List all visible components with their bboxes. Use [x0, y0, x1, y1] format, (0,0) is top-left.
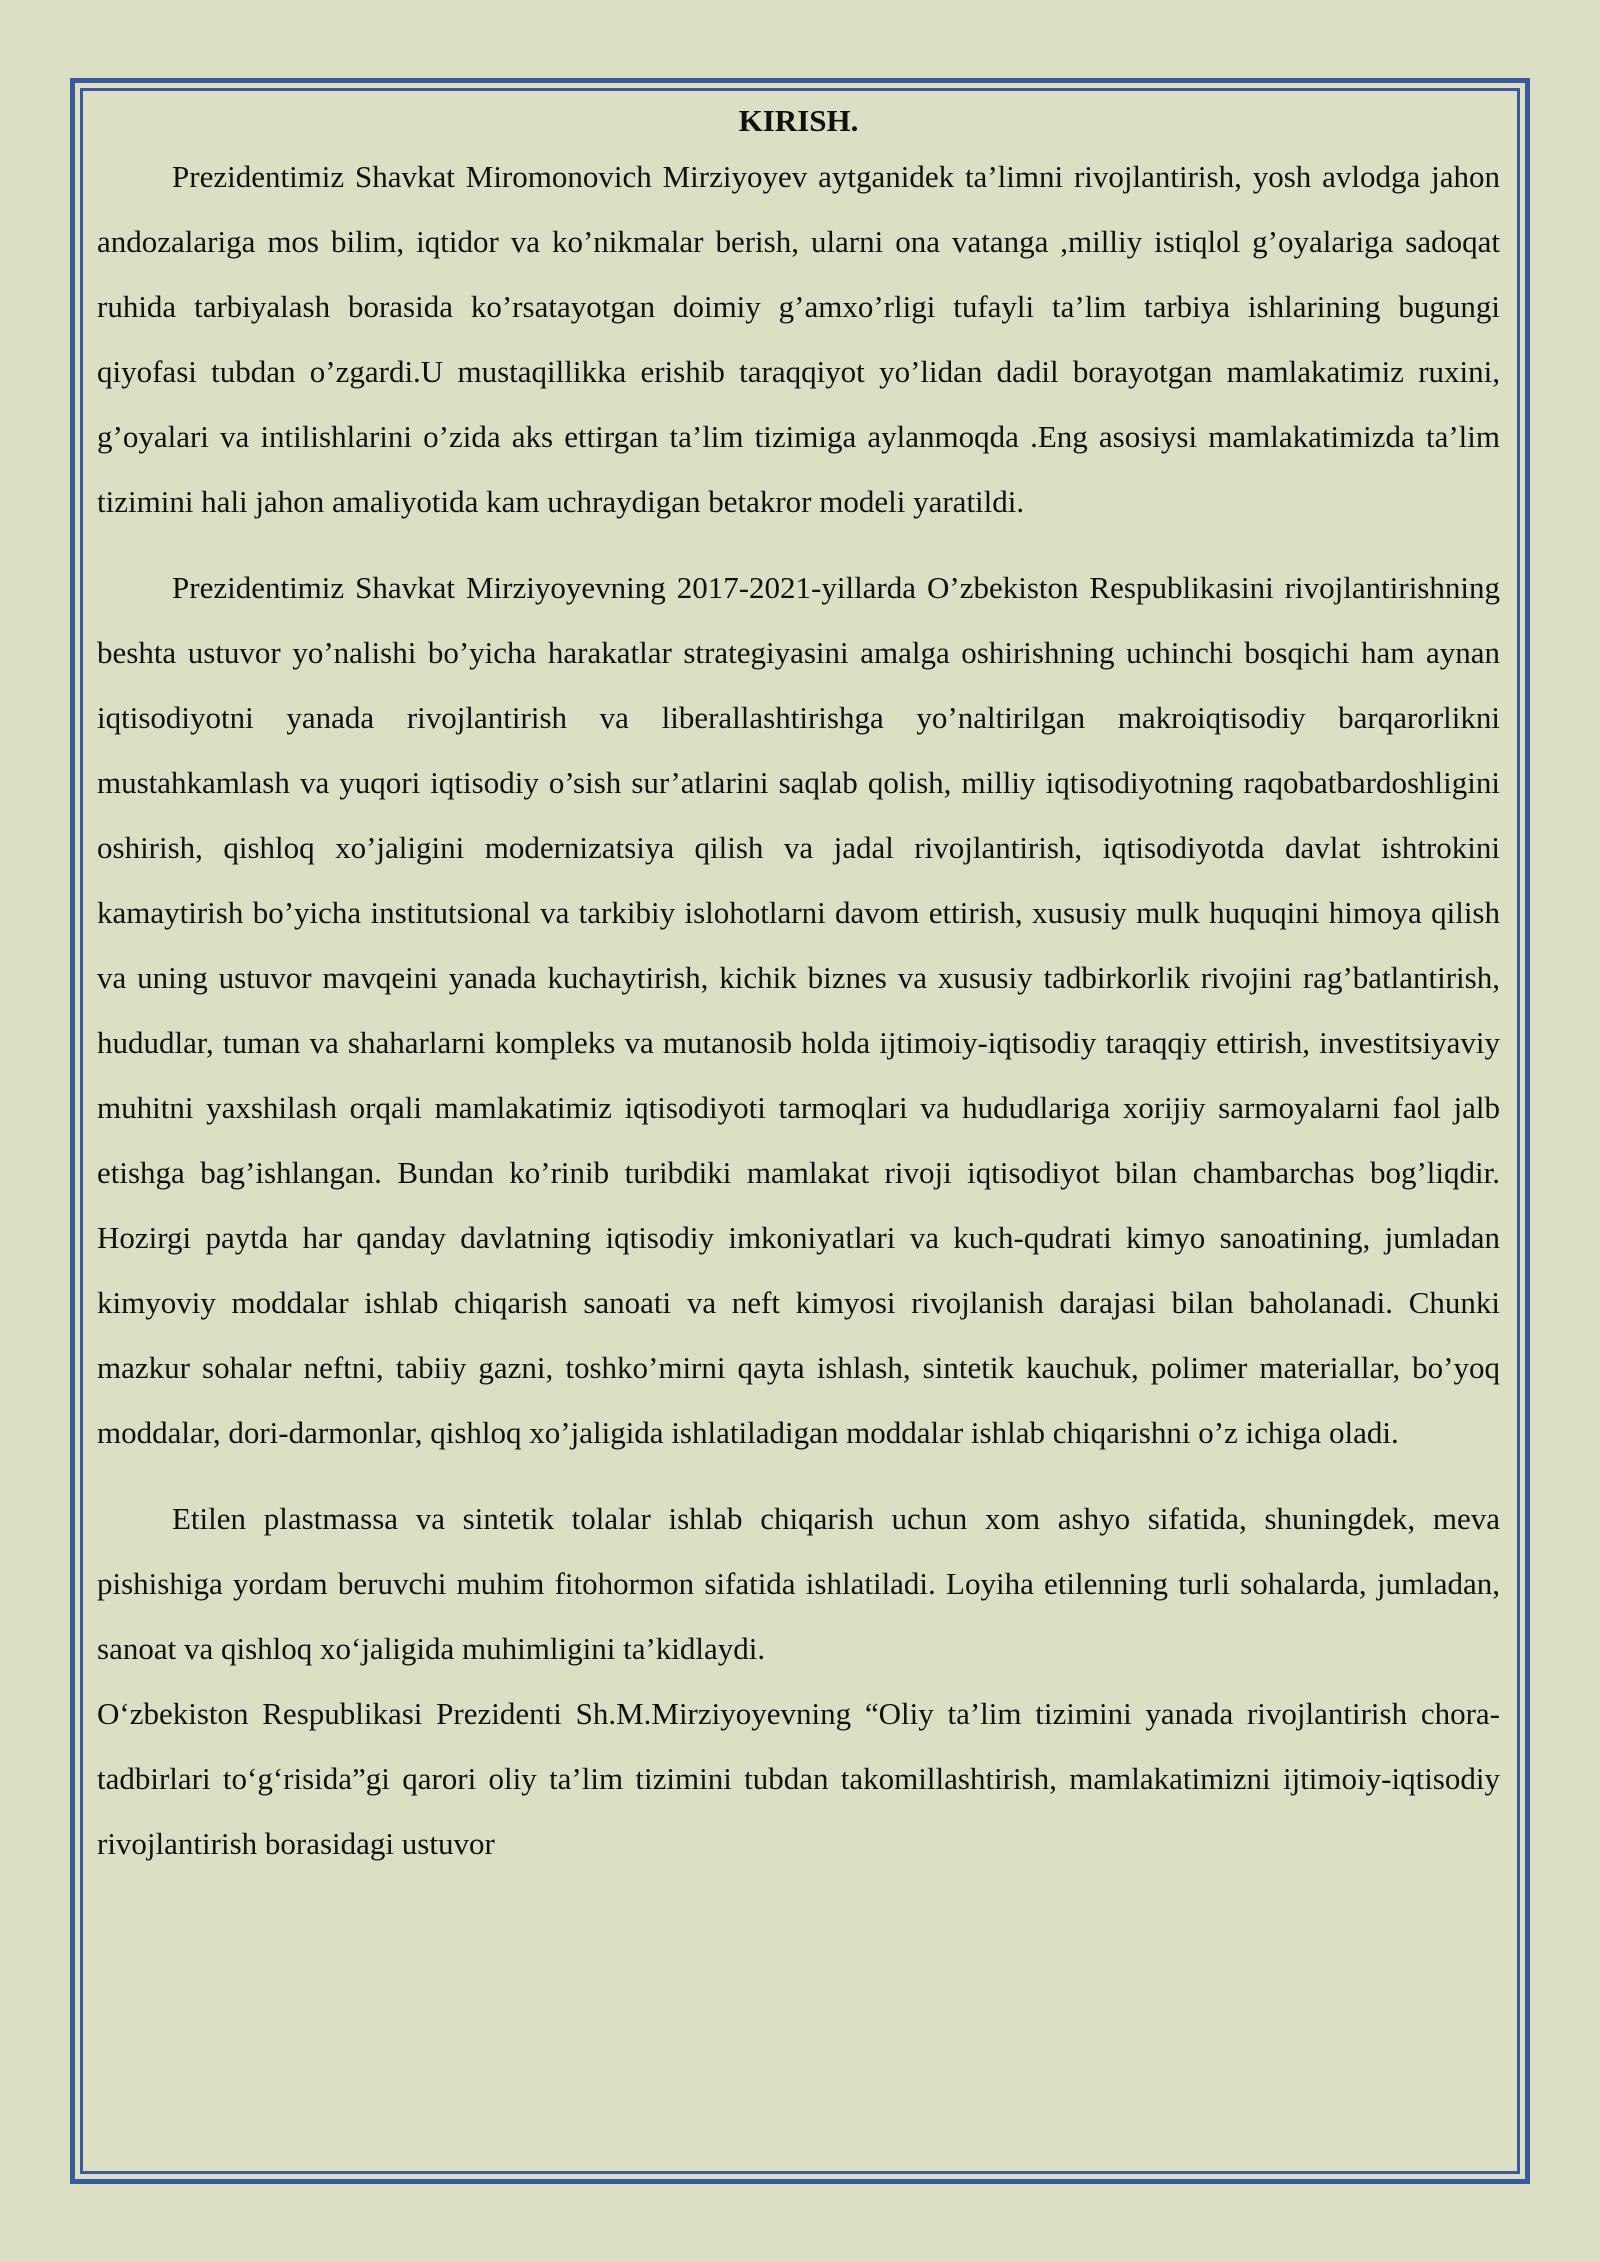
paragraph-4: O‘zbekiston Respublikasi Prezidenti Sh.M.Mirziyoyevning “Oliy ta’lim tizimini yanada rivojlantirish chora-tadbirlari to‘g‘risida”gi qarori oliy ta’lim tizimini tubdan takomillashtirish, mamlakatimizni ijtimoiy-iqtisodiy rivojlantirish borasidagi ustuvor — [97, 1696, 1500, 1861]
paragraph-1: Prezidentimiz Shavkat Miromonovich Mirziyoyev aytganidek ta’limni rivojlantirish, yosh avlodga jahon andozalariga mos bilim, iqtidor va ko’nikmalar berish, ularni ona vatanga ,milliy istiqlol g’oyalariga sadoqat ruhida tarbiyalash borasida ko’rsatayotgan doimiy g’amxo’rligi tufayli ta’lim tarbiya ishlarining bugungi qiyofasi tubdan o’zgardi.U mustaqillikka erishib taraqqiyot yo’lidan dadil borayotgan mamlakatimiz ruxini, g’oyalari va intilishlarini o’zida aks ettirgan ta’lim tizimiga aylanmoqda .Eng asosiysi mamlakatimizda ta’lim tizimini hali jahon amaliyotida kam uchraydigan betakror modeli yaratildi. — [97, 159, 1500, 519]
paragraph-3: Etilen plastmassa va sintetik tolalar ishlab chiqarish uchun xom ashyo sifatida, shuningdek, meva pishishiga yordam beruvchi muhim fitohormon sifatida ishlatiladi. Loyiha etilenning turli sohalarda, jumladan, sanoat va qishloq xo‘jaligida muhimligini ta’kidlaydi. — [97, 1501, 1500, 1666]
document-title: KIRISH. — [738, 103, 859, 138]
document-page — [97, 96, 1500, 2166]
paragraph-2: Prezidentimiz Shavkat Mirziyoyevning 2017-2021-yillarda O’zbekiston Respublikasini rivojlantirishning beshta ustuvor yo’nalishi bo’yicha harakatlar strategiyasini amalga oshirishning uchinchi bosqichi ham aynan iqtisodiyotni yanada rivojlantirish va liberallashtirishga yo’naltirilgan makroiqtisodiy barqarorlikni mustahkamlash va yuqori iqtisodiy o’sish sur’atlarini saqlab qolish, milliy iqtisodiyotning raqobatbardoshligini oshirish, qishloq xo’jaligini modernizatsiya qilish va jadal rivojlantirish, iqtisodiyotda davlat ishtrokini kamaytirish bo’yicha institutsional va tarkibiy islohotlarni davom ettirish, xususiy mulk huquqini himoya qilish va uning ustuvor mavqeini yanada kuchaytirish, kichik biznes va xususiy tadbirkorlik rivojini rag’batlantirish, hududlar, tuman va shaharlarni kompleks va mutanosib holda ijtimoiy-iqtisodiy taraqqiy ettirish, investitsiyaviy muhitni yaxshilash orqali mamlakatimiz iqtisodiyoti tarmoqlari va hududlariga xorijiy sarmoyalarni faol jalb etishga bag’ishlangan. Bundan ko’rinib turibdiki mamlakat rivoji iqtisodiyot bilan chambarchas bog’liqdir. Hozirgi paytda har qanday davlatning iqtisodiy imkoniyatlari va kuch-qudrati kimyo sanoatining, jumladan kimyoviy moddalar ishlab chiqarish sanoati va neft kimyosi rivojlanish darajasi bilan baholanadi. Chunki mazkur sohalar neftni, tabiiy gazni, toshko’mirni qayta ishlash, sintetik kauchuk, polimer materiallar, bo’yoq moddalar, dori-darmonlar, qishloq xo’jaligida ishlatiladigan moddalar ishlab chiqarishni o’z ichiga oladi. — [97, 570, 1500, 1450]
